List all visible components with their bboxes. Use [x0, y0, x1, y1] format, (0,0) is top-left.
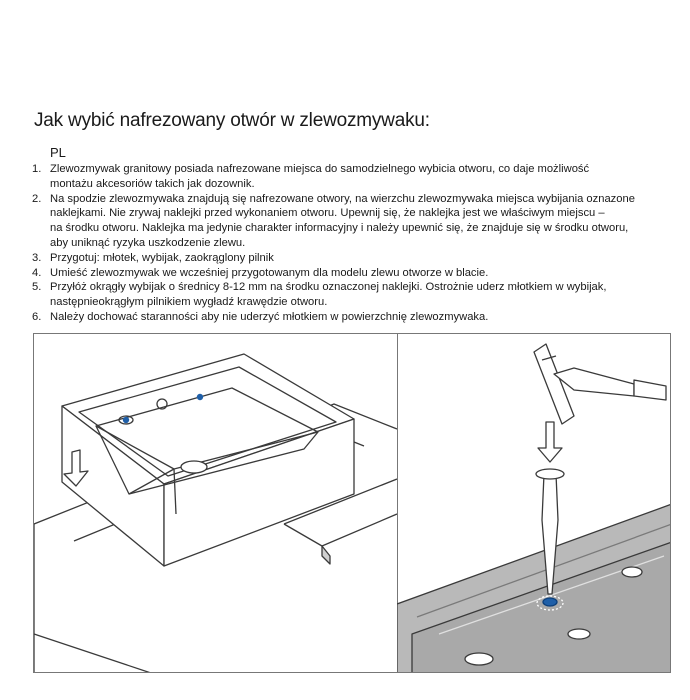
step-number: 5. [32, 281, 42, 294]
step-line: następnieokrągłym pilnikiem wygładź krawędzie otworu. [50, 296, 328, 309]
instruction-step-2 [32, 192, 672, 251]
step-line: Umieść zlewozmywak we wcześniej przygotowanym dla modelu zlewu otworze w blacie. [50, 266, 489, 279]
step-number: 3. [32, 251, 42, 264]
hammer-icon [534, 344, 666, 424]
step-line: Przyłóż okrągły wybijak o średnicy 8-12 mm na środku oznaczonej naklejki. Ostrożnie uderz młotkiem w wybijak, [50, 281, 607, 294]
step-line: naklejkami. Nie zrywaj naklejki przed wykonaniem otworu. Upewnij się, że naklejka jest we właściwym miejscu – [50, 207, 605, 220]
step-line: montażu akcesoriów takich jak dozownik. [50, 177, 255, 190]
punch-hole-illustration [397, 334, 671, 673]
step-number: 6. [32, 310, 42, 323]
illustration-frame [33, 333, 671, 673]
instruction-step-6 [32, 310, 672, 325]
step-number: 2. [32, 192, 42, 205]
step-line: Zlewozmywak granitowy posiada nafrezowane miejsca do samodzielnego wybicia otworu, co daje możliwość [50, 163, 590, 175]
countertop-hole [465, 653, 493, 665]
language-label: PL [50, 145, 66, 160]
step-line: Przygotuj: młotek, wybijak, zaokrąglony pilnik [50, 251, 274, 264]
drain-hole [181, 461, 207, 473]
sink-installation-illustration [34, 334, 397, 673]
step-number: 1. [32, 163, 42, 175]
tap-hole-sticker [123, 417, 129, 423]
instruction-step-4 [32, 266, 672, 281]
sticker-icon [543, 598, 557, 606]
step-line: Na spodzie zlewozmywaka znajdują się nafrezowane otwory, na wierzchu zlewozmywaka miejsca wybijania oznazone [50, 192, 635, 205]
sink-body [62, 354, 354, 566]
step-number: 4. [32, 266, 42, 279]
step-line: na środku otworu. Naklejka ma jedynie charakter informacyjny i należy upewnić się, że znajduje się w środku otworu, [50, 222, 629, 235]
instruction-step-1 [32, 162, 672, 192]
step-line: Należy dochować staranności aby nie uderzyć młotkiem w powierzchnię zlewozmywaka. [50, 310, 489, 323]
step-line: aby uniknąć ryzyka uszkodzenie zlewu. [50, 236, 246, 249]
dispenser-hole-sticker [197, 394, 203, 400]
strike-arrow-icon [538, 422, 562, 462]
page-title: Jak wybić nafrezowany otwór w zlewozmywaku: [34, 110, 430, 131]
punch-head [536, 469, 564, 479]
instruction-step-3 [32, 251, 672, 266]
countertop-hole [568, 629, 590, 639]
countertop-front-edge [34, 634, 154, 673]
instruction-list [32, 162, 672, 325]
countertop-hole [622, 567, 642, 577]
instruction-step-5 [32, 280, 672, 310]
